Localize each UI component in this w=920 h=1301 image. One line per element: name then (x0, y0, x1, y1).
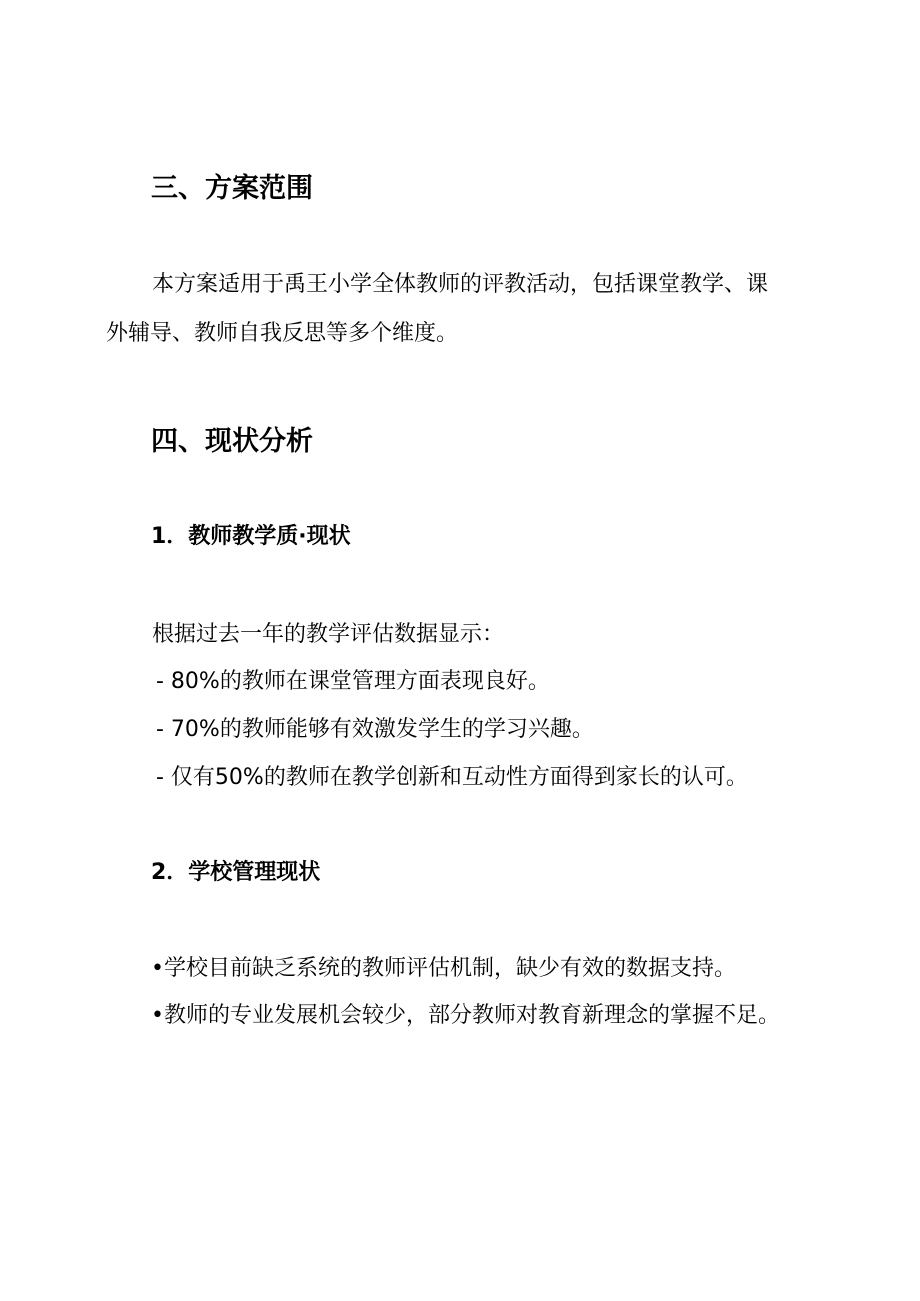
subsection-heading-school-management: 2．学校管理现状 (151, 860, 321, 885)
teaching-data-intro: 根据过去一年的教学评估数据显示： (152, 622, 505, 647)
list-item: •教师的专业发展机会较少，部分教师对教育新理念的掌握不足。 (151, 1003, 780, 1028)
scope-paragraph-line-1: 本方案适用于禹王小学全体教师的评教活动，包括课堂教学、课 (152, 272, 769, 297)
section-heading-scope: 三、方案范围 (151, 173, 313, 204)
list-item: - 70%的教师能够有效激发学生的学习兴趣。 (156, 717, 594, 742)
section-heading-status-analysis: 四、现状分析 (151, 426, 313, 457)
list-item: •学校目前缺乏系统的教师评估机制，缺少有效的数据支持。 (151, 956, 736, 981)
scope-paragraph-line-2: 外辅导、教师自我反思等多个维度。 (106, 321, 459, 346)
list-item: - 仅有50%的教师在教学创新和互动性方面得到家长的认可。 (156, 765, 748, 790)
subsection-heading-teaching-quality: 1．教师教学质·现状 (151, 524, 351, 549)
list-item: - 80%的教师在课堂管理方面表现良好。 (156, 669, 550, 694)
